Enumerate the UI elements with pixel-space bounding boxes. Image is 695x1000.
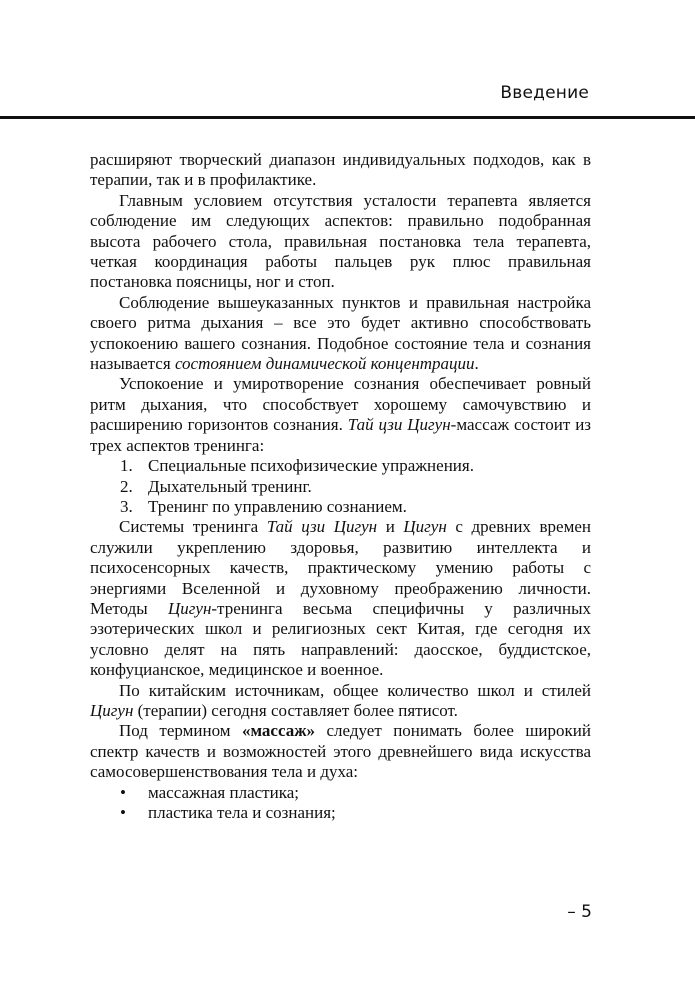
emphasis: Тай цзи Цигун (266, 517, 378, 537)
emphasis: Тай цзи Цигун (347, 415, 451, 435)
header-rule (0, 116, 695, 119)
page-number: – 5 (567, 902, 592, 922)
emphasis: состоянием динамической концентрации (174, 354, 475, 374)
emphasis: Цигун (168, 598, 212, 618)
bullet-icon: • (120, 803, 126, 822)
list-item: • пластика тела и сознания; (120, 803, 336, 822)
body-text (90, 150, 591, 823)
paragraph: Под термином «массаж» следует понимать более широкий спектр качеств и возможностей этого древнейшего вида искусства самосовершенствования тела и духа: (90, 721, 591, 782)
list-number: 2. (120, 476, 133, 496)
emphasis: Цигун (403, 517, 447, 537)
numbered-list (90, 456, 591, 517)
paragraph: Успокоение и умиротворение сознания обеспечивает ровный ритм дыхания, что способствует хорошему самочувствию и расширению горизонтов сознания. Тай цзи Цигун-массаж состоит из трех аспектов тренинга: (90, 374, 592, 455)
list-item: • массажная пластика; (120, 782, 299, 802)
paragraph-continuation: расширяют творческий диапазон индивидуальных подходов, как в терапии, так и в профилактике. (90, 150, 591, 190)
paragraph: Системы тренинга Тай цзи Цигун и Цигун с древних времен служили укреплению здоровья, развитию интеллекта и психосенсорных качеств, практическому умению работы с энергиями Вселенной и духовному преображению личности. Методы Цигун-тренинга весьма специфичны у различных эзотерических школ и религиозных сект Китая, где сегодня их условно делят на пять направлений: даосское, буддистское, конфуцианское, медицинское и военное. (90, 517, 591, 680)
list-item: 1. Специальные психофизические упражнения. (120, 456, 474, 476)
bullet-list (90, 783, 591, 824)
strong-term: «массаж» (241, 721, 316, 741)
paragraph: По китайским источникам, общее количество школ и стилей Цигун (терапии) сегодня составляет более пятисот. (90, 680, 591, 720)
list-number: 1. (120, 456, 133, 476)
emphasis: Цигун (90, 700, 134, 720)
list-item: 3. Тренинг по управлению сознанием. (120, 496, 407, 516)
paragraph: Главным условием отсутствия усталости терапевта является соблюдение им следующих аспектов: правильно подобранная высота рабочего стола, правильная постановка тела терапевта, четкая координация работы пальцев рук плюс правильная постановка поясницы, ног и стоп. (90, 190, 591, 292)
bullet-icon: • (120, 782, 126, 802)
list-item: 2. Дыхательный тренинг. (120, 476, 312, 496)
list-number: 3. (120, 496, 133, 516)
running-header-title: Введение (500, 83, 589, 103)
paragraph: Соблюдение вышеуказанных пунктов и правильная настройка своего ритма дыхания – все это будет активно способствовать успокоению вашего сознания. Подобное состояние тела и сознания называется состоянием динамической концентрации. (90, 292, 591, 374)
